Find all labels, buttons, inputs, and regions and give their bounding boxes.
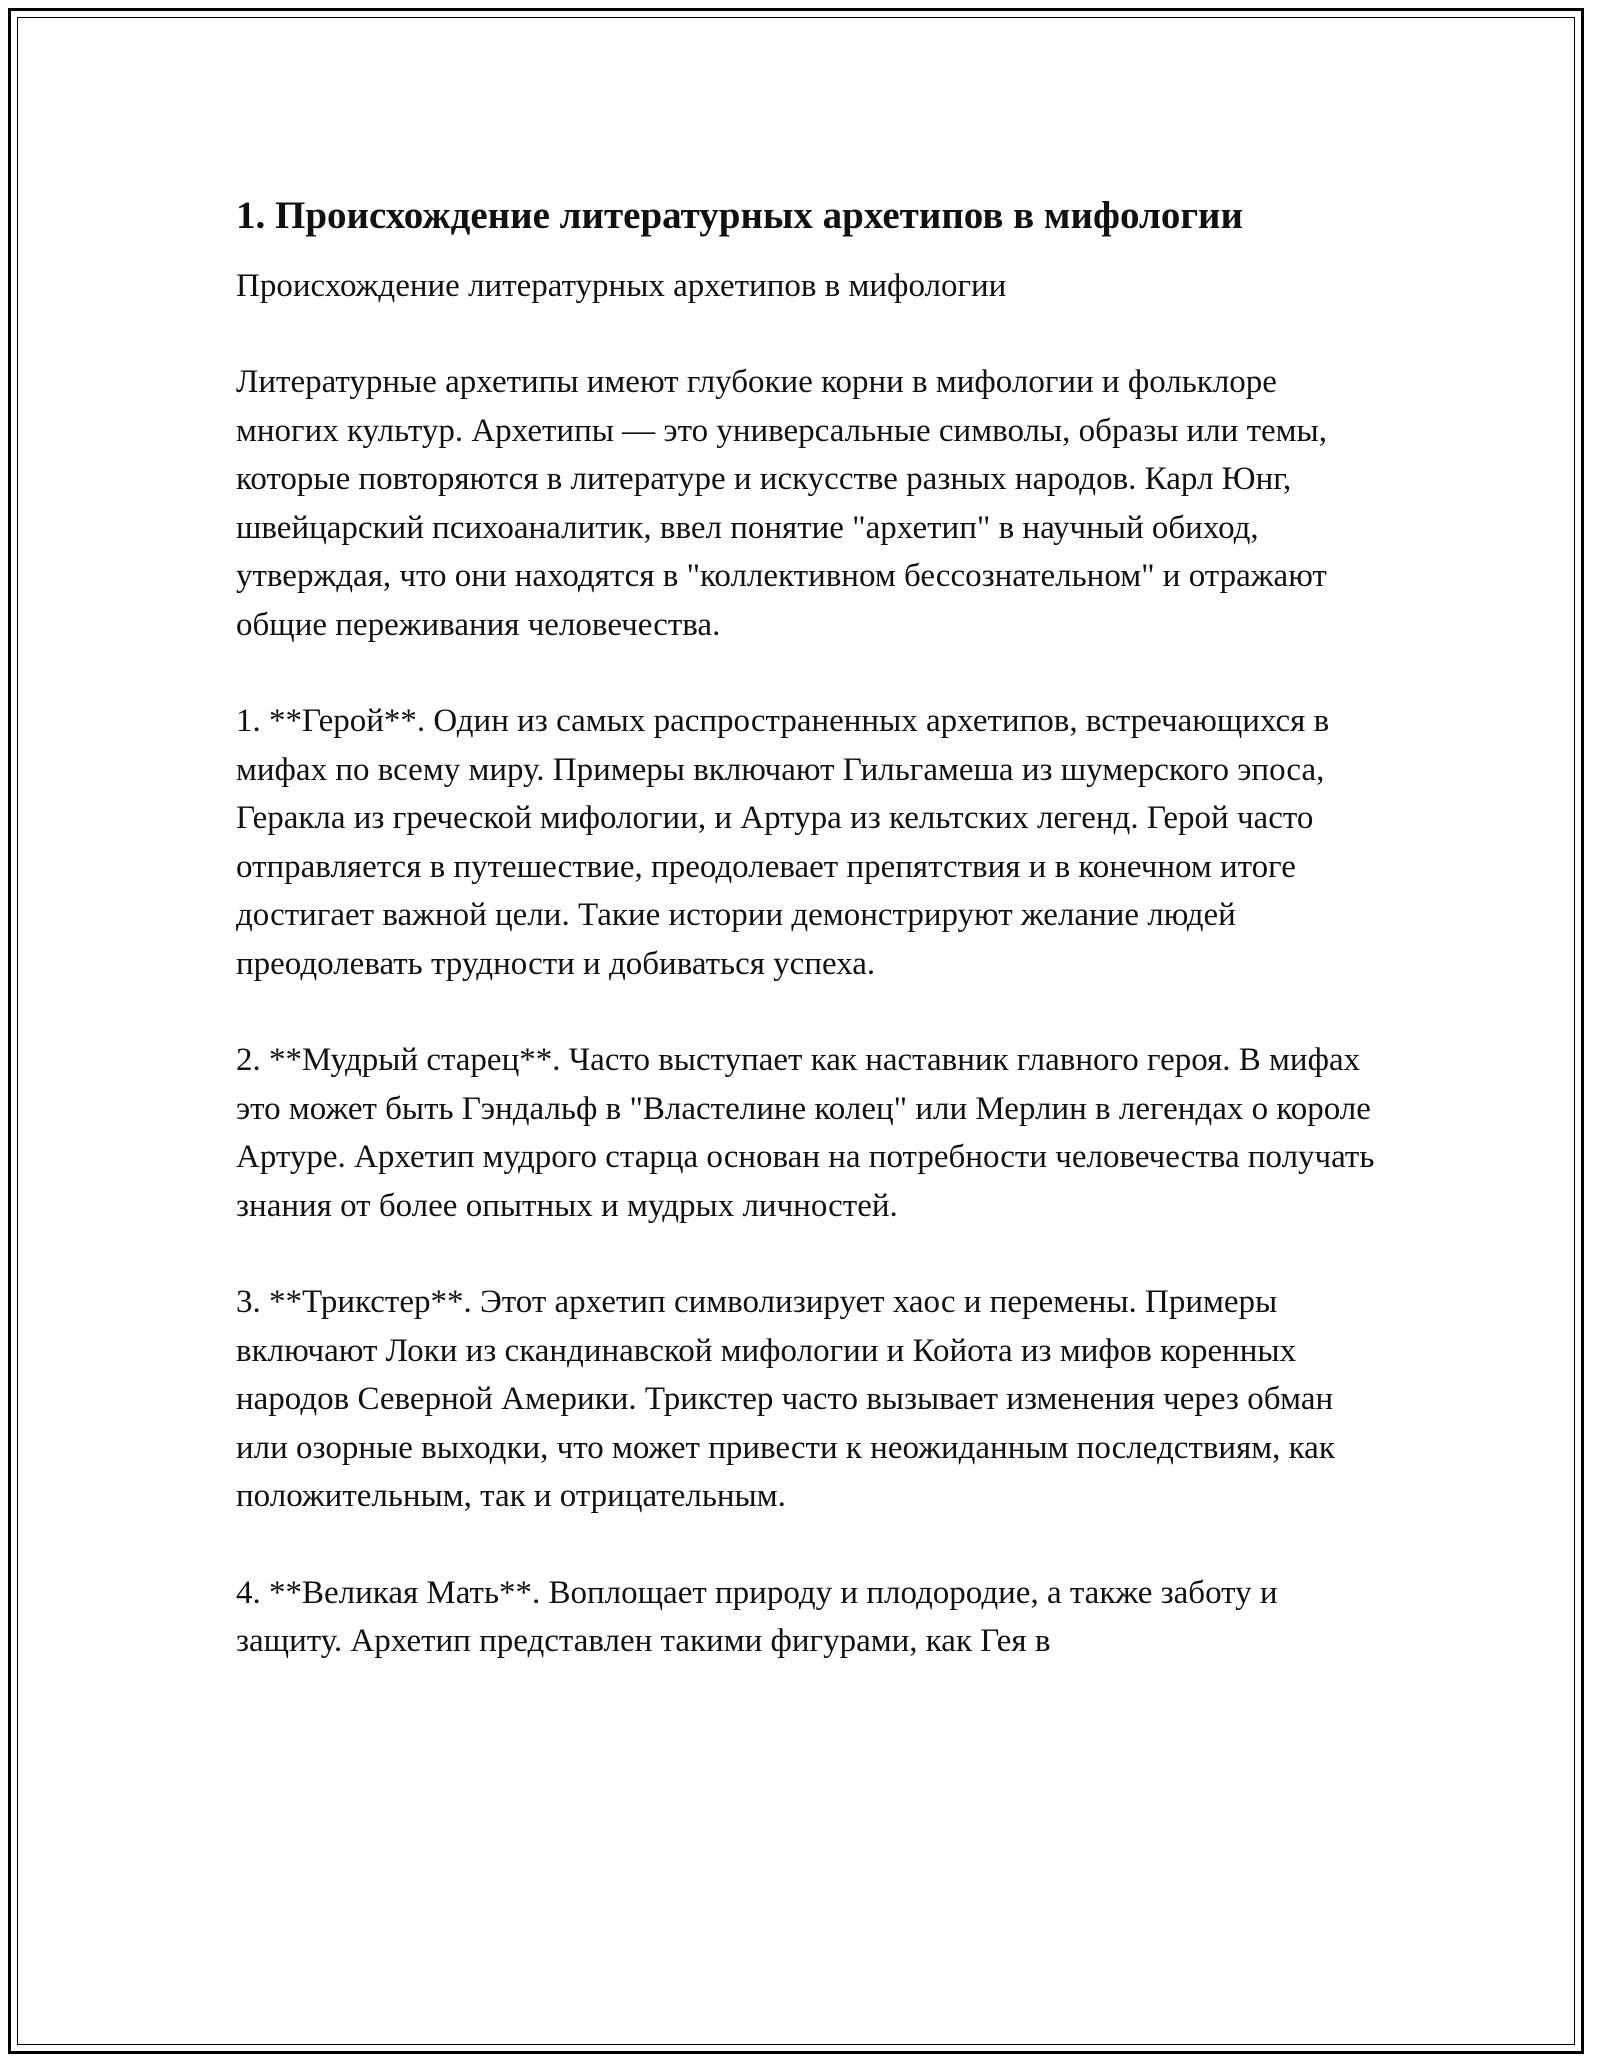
document-title: 1. Происхождение литературных архетипов в мифологии (236, 194, 1243, 237)
paragraph-wise-old-man: 2. **Мудрый старец**. Часто выступает как наставник главного героя. В мифах это может быть Гэндальф в "Властелине колец" или Мерлин в легендах о короле Артуре. Архетип мудрого старца основан на потребности человечества получать знания от более опытных и мудрых личностей. (236, 1042, 1375, 1224)
document-subtitle: Происхождение литературных архетипов в мифологии (236, 268, 1007, 304)
paragraph-hero: 1. **Герой**. Один из самых распространенных архетипов, встречающихся в мифах по всему миру. Примеры включают Гильгамеша из шумерского эпоса, Геракла из греческой мифологии, и Артура из кельтских легенд. Герой часто отправляется в путешествие, преодолевает препятствия и в конечном итоге достигает важной цели. Такие истории демонстрируют желание людей преодолевать трудности и добиваться успеха. (236, 703, 1330, 982)
paragraph-trickster: 3. **Трикстер**. Этот архетип символизирует хаос и перемены. Примеры включают Локи из скандинавской мифологии и Койота из мифов коренных народов Северной Америки. Трикстер часто вызывает изменения через обман или озорные выходки, что может привести к неожиданным последствиям, как положительным, так и отрицательным. (236, 1284, 1335, 1514)
document-body (236, 178, 1376, 1666)
paragraph-great-mother: 4. **Великая Мать**. Воплощает природу и плодородие, а также заботу и защиту. Архетип представлен такими фигурами, как Гея в (236, 1574, 1278, 1659)
paragraph-intro: Литературные архетипы имеют глубокие корни в мифологии и фольклоре многих культур. Архетипы — это универсальные символы, образы или темы, которые повторяются в литературе и искусстве разных народов. Карл Юнг, швейцарский психоаналитик, ввел понятие "архетип" в научный обиход, утверждая, что они находятся в "коллективном бессознательном" и отражают общие переживания человечества. (236, 364, 1327, 643)
